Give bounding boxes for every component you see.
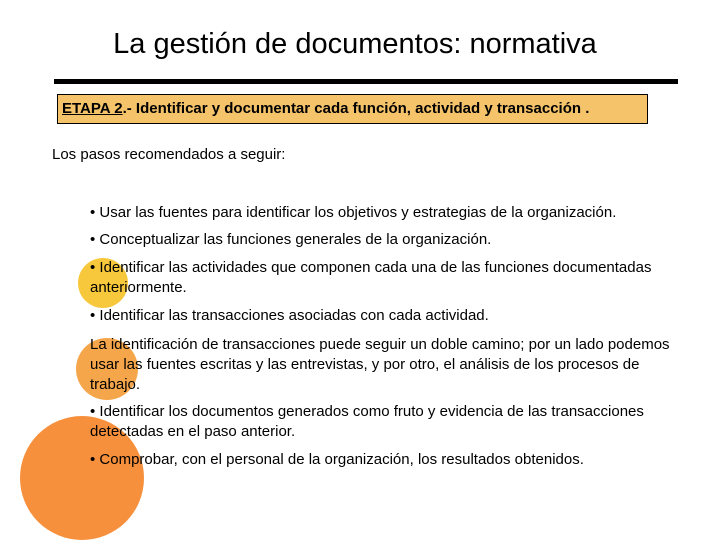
stage-box: [57, 94, 648, 124]
slide-title: La gestión de documentos: normativa: [113, 28, 597, 60]
list-item: • Usar las fuentes para identificar los objetivos y estrategias de la organización.: [90, 204, 617, 221]
list-item: • Identificar las transacciones asociadas con cada actividad.: [90, 307, 489, 324]
stage-prefix: ETAPA 2: [62, 100, 123, 117]
list-item: • Conceptualizar las funciones generales de la organización.: [90, 231, 492, 248]
list-item: • Comprobar, con el personal de la organización, los resultados obtenidos.: [90, 451, 584, 468]
intro-text: Los pasos recomendados a seguir:: [52, 146, 286, 163]
title-rule: [54, 79, 678, 84]
stage-text: .- Identificar y documentar cada función, actividad y transacción .: [122, 100, 590, 117]
list-item: La identificación de transacciones puede seguir un doble camino; por un lado podemos usar las fuentes escritas y las entrevistas, y por otro, el análisis de los procesos de trabajo.: [90, 336, 670, 393]
list-item: • Identificar las actividades que componen cada una de las funciones documentadas anteriormente.: [90, 259, 652, 296]
list-item: • Identificar los documentos generados como fruto y evidencia de las transacciones detectadas en el paso anterior.: [90, 403, 644, 440]
